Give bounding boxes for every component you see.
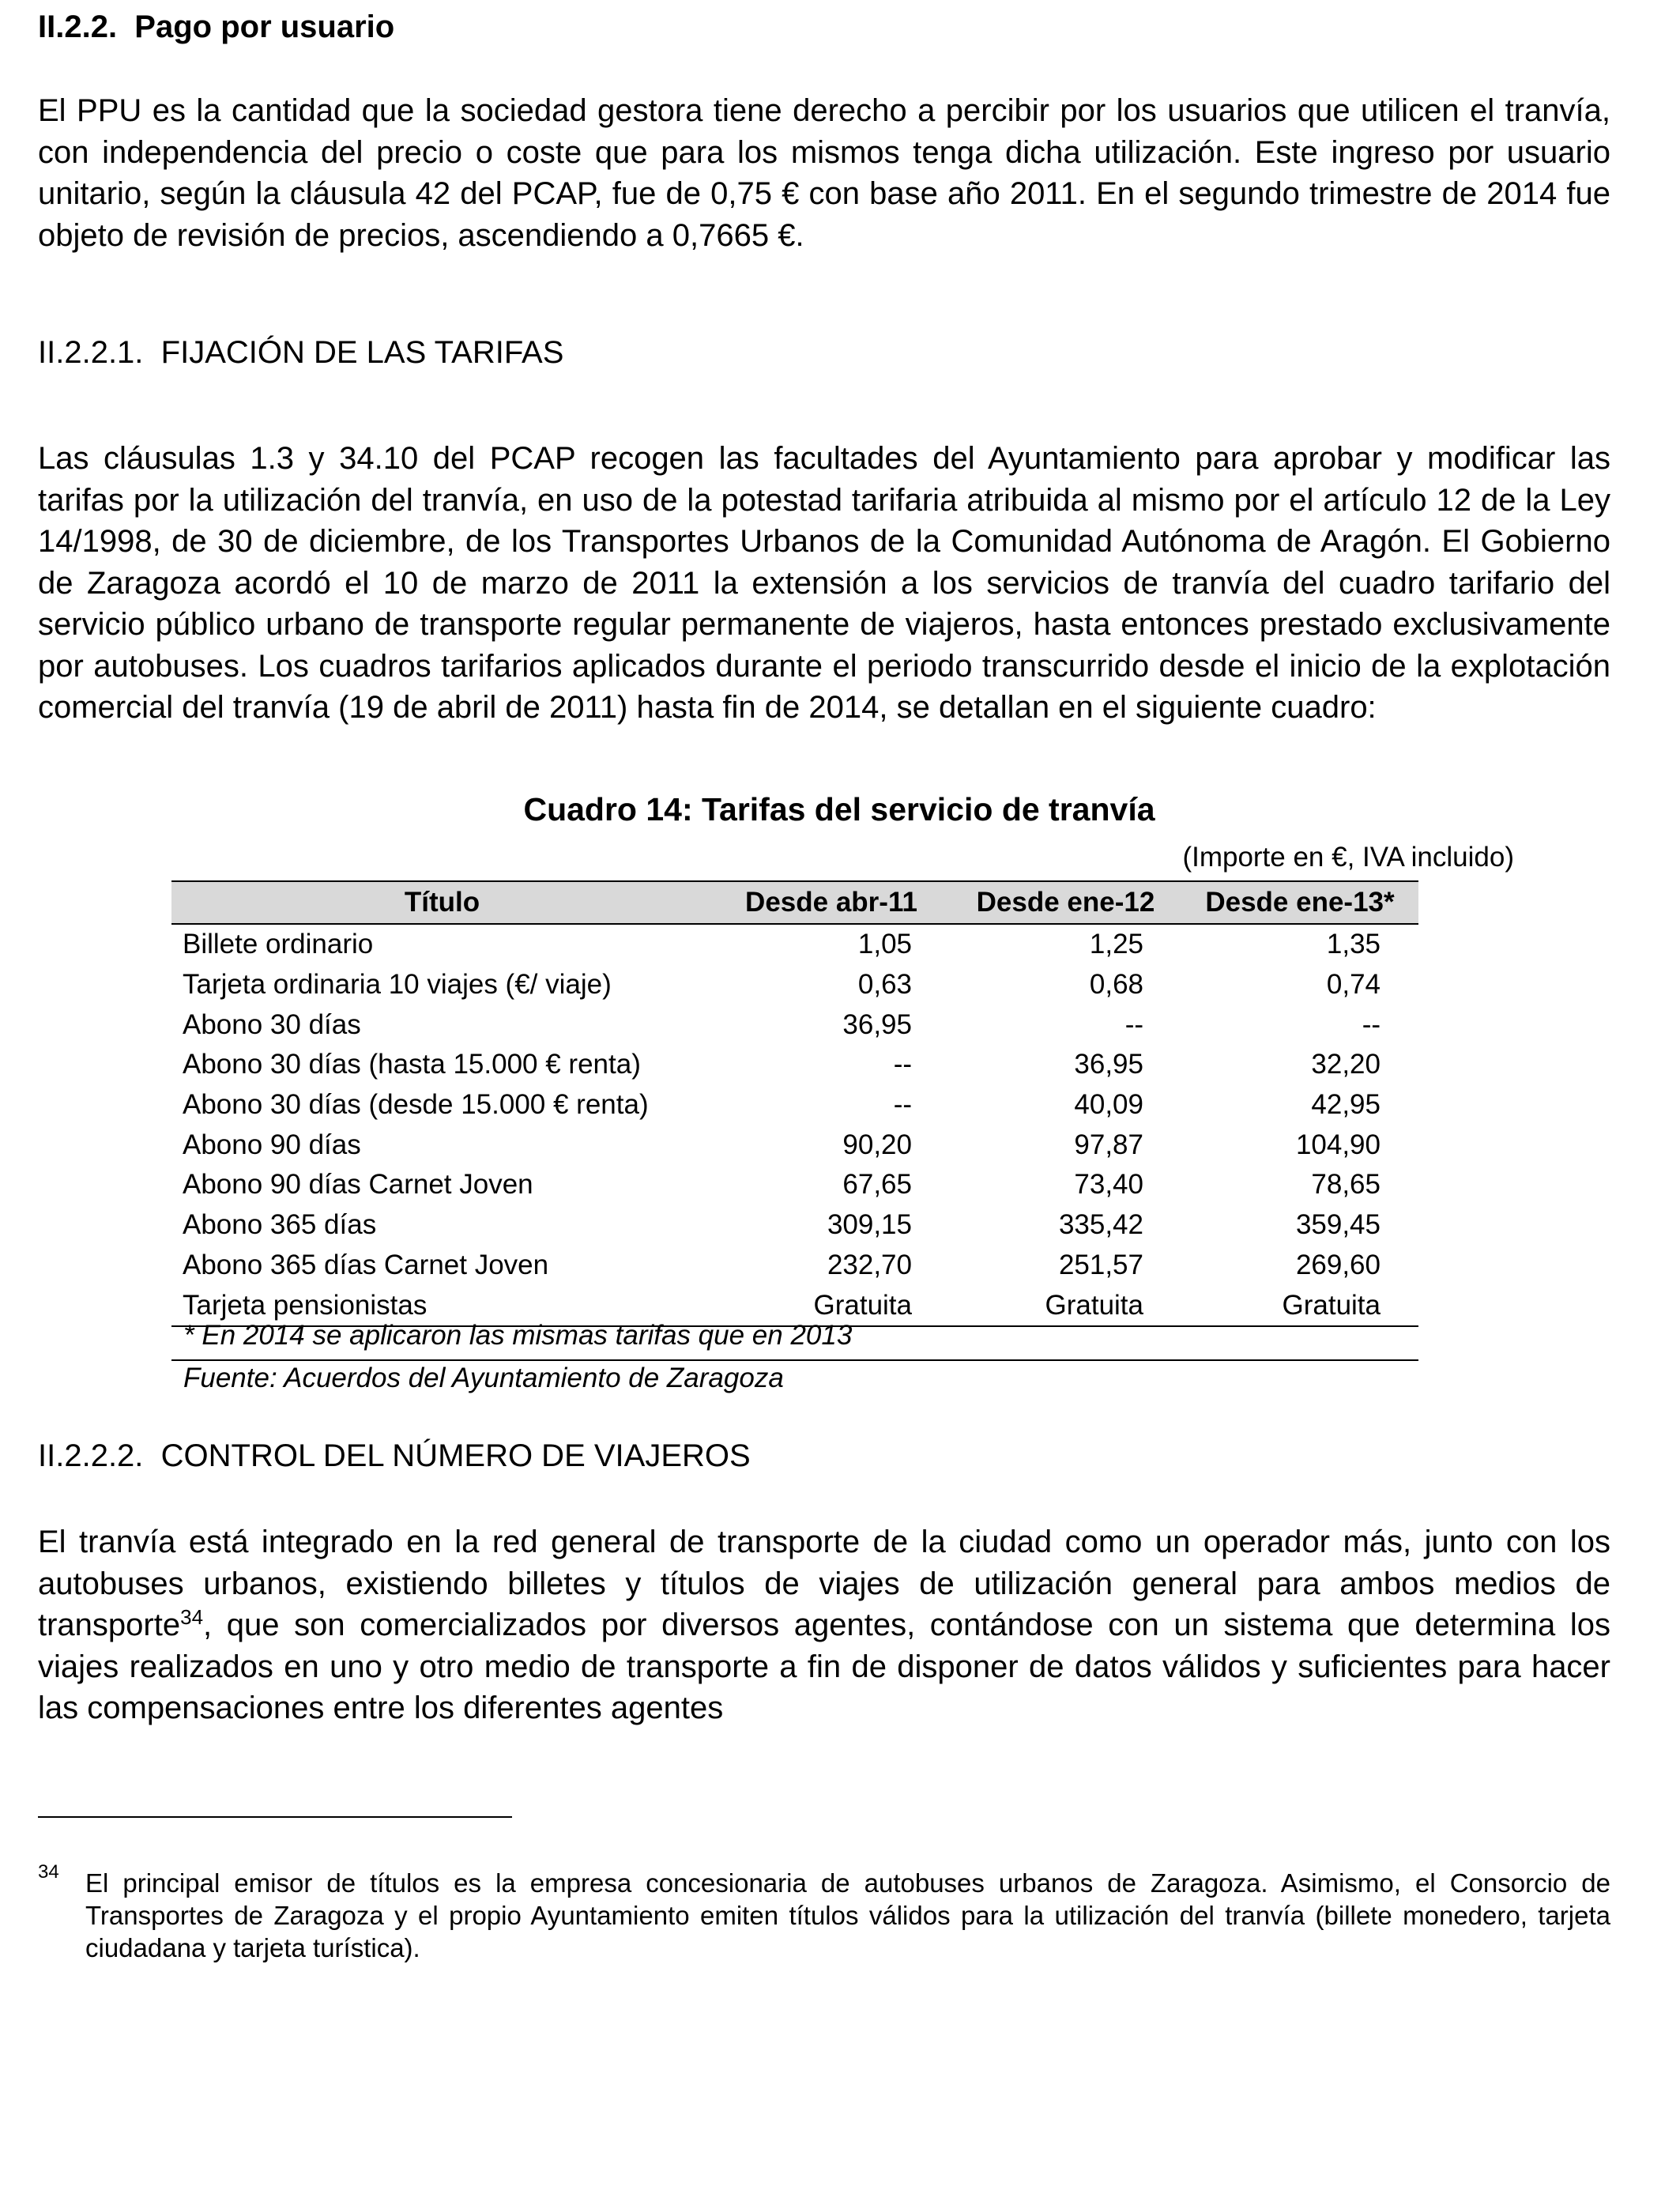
table-cell: 251,57 xyxy=(1058,1249,1143,1280)
viajeros-text-2: , que son comercializados por diversos agentes, contándose con un sistema que determina los viajes realizados en uno y otro medio de transporte a fin de disponer de datos válidos y suficientes para hacer las compensaciones entre los diferentes agentes xyxy=(38,1608,1610,1725)
row-label: Tarjeta pensionistas xyxy=(171,1285,713,1326)
table-cell: -- xyxy=(1124,1008,1143,1040)
table-row xyxy=(171,1165,1418,1205)
table-cell: 40,09 xyxy=(1074,1089,1143,1121)
subsection-title: CONTROL DEL NÚMERO DE VIAJEROS xyxy=(160,1438,751,1473)
table-row xyxy=(171,1205,1418,1246)
table-caption: Cuadro 14: Tarifas del servicio de tranvía xyxy=(523,791,1155,827)
table-source: Fuente: Acuerdos del Ayuntamiento de Zaragoza xyxy=(183,1363,784,1393)
subsection-heading-viajeros xyxy=(38,1438,751,1474)
table-cell: -- xyxy=(893,1049,912,1080)
table-cell: -- xyxy=(1362,1008,1381,1040)
table-row xyxy=(171,1246,1418,1286)
column-header: Desde ene-12 xyxy=(950,881,1181,924)
table-cell: 90,20 xyxy=(842,1129,912,1160)
row-label: Billete ordinario xyxy=(183,929,374,960)
table-cell: 232,70 xyxy=(827,1249,912,1280)
table-cell: 78,65 xyxy=(1311,1169,1381,1201)
intro-paragraph: El PPU es la cantidad que la sociedad gestora tiene derecho a percibir por los usuarios que utilicen el tranvía, con independencia del precio o coste que para los mismos tenga dicha utilización. Este ingreso por usuario unitario, según la cláusula 42 del PCAP, fue de 0,75 € con base año 2011. En el segundo trimestre de 2014 fue objeto de revisión de precios, ascendiendo a 0,7665 €. xyxy=(38,93,1610,253)
table-row xyxy=(171,1005,1418,1045)
viajeros-text-1: El tranvía está integrado en la red general de transporte de la ciudad como un operador más, junto con los autobuses urbanos, existiendo billetes y títulos de viajes de utilización general para ambos medios de transporte xyxy=(38,1525,1610,1642)
table-note: * En 2014 se aplicaron las mismas tarifas que en 2013 xyxy=(183,1320,853,1351)
table-cell: 97,87 xyxy=(1074,1129,1143,1160)
table-cell: 0,68 xyxy=(1089,969,1143,1001)
subsection-title: FIJACIÓN DE LAS TARIFAS xyxy=(160,335,564,370)
viajeros-paragraph xyxy=(38,1521,1610,1729)
table-cell: 0,63 xyxy=(857,969,912,1001)
table-cell: 1,25 xyxy=(1089,929,1143,960)
subsection-number: II.2.2.2. xyxy=(38,1438,144,1473)
tariffs-table xyxy=(171,880,1418,1327)
table-cell: 36,95 xyxy=(1074,1049,1143,1080)
table-row xyxy=(171,965,1418,1005)
row-label: Abono 365 días Carnet Joven xyxy=(183,1249,549,1280)
table-header-row xyxy=(171,881,1418,924)
subsection-heading-tarifas xyxy=(38,335,563,371)
footnote-number: 34 xyxy=(38,1861,59,1883)
row-label: Abono 30 días xyxy=(183,1008,361,1040)
footnote-reference[interactable]: 34 xyxy=(180,1605,204,1629)
row-label: Abono 90 días xyxy=(183,1129,361,1160)
table-cell: 32,20 xyxy=(1311,1049,1381,1080)
column-header: Desde ene-13* xyxy=(1181,881,1418,924)
table-cell: 359,45 xyxy=(1295,1209,1381,1241)
column-header: Título xyxy=(171,881,713,924)
section-title: Pago por usuario xyxy=(134,9,395,44)
table-row xyxy=(171,1045,1418,1085)
tarifas-paragraph: Las cláusulas 1.3 y 34.10 del PCAP recogen las facultades del Ayuntamiento para aprobar y modificar las tarifas por la utilización del tranvía, en uso de la potestad tarifaria atribuida al mismo por el artículo 12 de la Ley 14/1998, de 30 de diciembre, de los Transportes Urbanos de la Comunidad Autónoma de Aragón. El Gobierno de Zaragoza acordó el 10 de marzo de 2011 la extensión a los servicios de tranvía del cuadro tarifario del servicio público urbano de transporte regular permanente de viajeros, hasta entonces prestado exclusivamente por autobuses. Los cuadros tarifarios aplicados durante el periodo transcurrido desde el inicio de la explotación comercial del tranvía (19 de abril de 2011) hasta fin de 2014, se detallan en el siguiente cuadro: xyxy=(38,441,1610,725)
table-cell: 1,35 xyxy=(1326,929,1381,960)
table-cell: -- xyxy=(893,1089,912,1121)
table-cell: 0,74 xyxy=(1326,969,1381,1001)
subsection-number: II.2.2.1. xyxy=(38,335,144,370)
table-cell: 335,42 xyxy=(1058,1209,1143,1241)
row-label: Abono 30 días (desde 15.000 € renta) xyxy=(183,1089,649,1121)
table-cell: Gratuita xyxy=(950,1285,1181,1326)
footnote-separator xyxy=(38,1816,512,1818)
row-label: Abono 30 días (hasta 15.000 € renta) xyxy=(183,1049,641,1080)
table-cell: Gratuita xyxy=(713,1285,950,1326)
table-note-rule xyxy=(171,1359,1418,1361)
footnote-text: El principal emisor de títulos es la empresa concesionaria de autobuses urbanos de Zaragoza. Asimismo, el Consorcio de Transportes de Zaragoza y el propio Ayuntamiento emiten títulos válidos para la utilización del tranvía (billete monedero, tarjeta ciudadana y tarjeta turística). xyxy=(85,1868,1610,1962)
table-cell: 36,95 xyxy=(842,1008,912,1040)
table-cell: 73,40 xyxy=(1074,1169,1143,1201)
table-row xyxy=(171,1085,1418,1125)
table-cell: 309,15 xyxy=(827,1209,912,1241)
table-cell: 1,05 xyxy=(857,929,912,960)
row-label: Abono 365 días xyxy=(183,1209,377,1241)
row-label: Abono 90 días Carnet Joven xyxy=(183,1169,533,1201)
section-heading xyxy=(38,9,394,45)
table-row xyxy=(171,1125,1418,1165)
row-label: Tarjeta ordinaria 10 viajes (€/ viaje) xyxy=(183,969,612,1001)
table-units: (Importe en €, IVA incluido) xyxy=(1182,842,1514,873)
table-cell: 269,60 xyxy=(1295,1249,1381,1280)
table-cell: 42,95 xyxy=(1311,1089,1381,1121)
table-cell: 104,90 xyxy=(1295,1129,1381,1160)
table-cell: 67,65 xyxy=(842,1169,912,1201)
column-header: Desde abr-11 xyxy=(713,881,950,924)
table-cell: Gratuita xyxy=(1181,1285,1418,1326)
table-row xyxy=(171,924,1418,965)
section-number: II.2.2. xyxy=(38,9,118,44)
